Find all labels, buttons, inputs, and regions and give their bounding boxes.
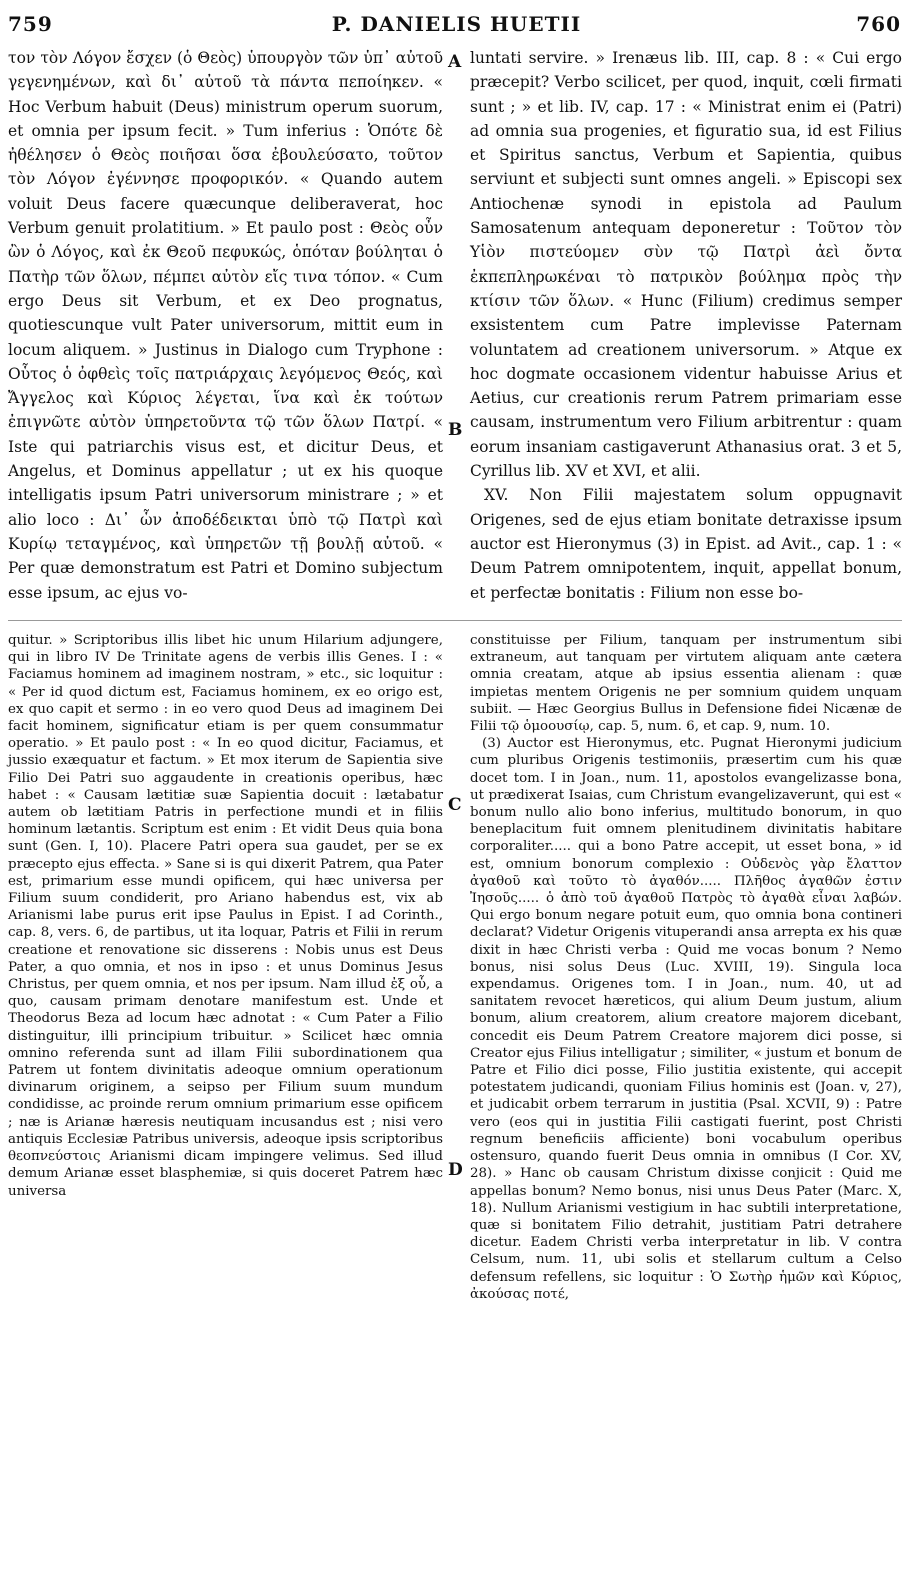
notes-right-paragraph-1: constituisse per Filium, tanquam per instrumentum sibi extraneum, aut tanquam per virtutem aliquam ante cætera omnia creatam, atque ab ipsius essentia alienam : quæ impietas mentem Origenis ne per somnium quidem unquam subiit. — Hæc Georgius Bullus in Defensione fidei Nicænæ de Filii τῷ ὁμοουσίῳ, cap. 5, num. 6, et cap. 9, num. 10.: [470, 633, 902, 735]
page-header: [0, 12, 913, 42]
main-text-right-paragraph-2: XV. Non Filii majestatem solum oppugnavit Origenes, sed de ejus etiam bonitate detraxisse ipsum auctor est Hieronymus (3) in Epist. ad Avit., cap. 1 : « Deum Patrem omnipotentem, inquit, appellat bonum, et perfectæ bonitatis : Filium non esse bo-: [470, 486, 902, 602]
running-title: P. DANIELIS HUETII: [331, 12, 582, 36]
margin-mark-a: A: [448, 52, 462, 72]
page-number-right: 760: [856, 12, 901, 36]
notes-right-paragraph-2: (3) Auctor est Hieronymus, etc. Pugnat Hieronymi judicium cum pluribus Origenis testimoniis, præsertim cum his quæ docet tom. I in Joan., num. 11, apostolos evangelizasse bona, ut prædixerat Isaias, cum Christum evangelizaverunt, qui est « bonum nullo alio bono inferius, multitudo bonorum, in quo beneplacitum fuit omnem plenitudinem divinitatis habitare corporaliter..... qui a bono Patre accepit, ut esset bona, » id est, omnium bonorum complexio : Οὐδενὸς γὰρ ἔλαττον ἀγαθοῦ καὶ τοῦτο τὸ ἀγαθόν..... Πλῆθος ἀγαθῶν ἐστιν Ἰησοῦς..... ὁ ἀπὸ τοῦ ἀγαθοῦ Πατρὸς τὸ ἀγαθὰ εἶναι λαβών. Qui ergo bonum negare potuit eum, quo omnia bona contineri declarat? Videtur Origenis vituperandi ansa arrepta ex his quæ dixit in hæc Christi verba : Quid me vocas bonum ? Nemo bonus, nisi solus Deus (Luc. XVIII, 19). Singula loca expendamus. Origenes tom. I in Joan., num. 40, ut ad sanitatem revocet hæreticos, qui alium Deum justum, alium bonum, alium creatorem, alium creatore majorem dicebant, concedit eis Deum Patrem Creatore majorem dici posse, si Creator ejus Filius intelligatur ; similiter, « justum et bonum de Patre et Filio dici posse, Filio justitia existente, qui accepit potestatem judicandi, quoniam Filius hominis est (Joan. v, 27), et judicabit orbem terrarum in justitia (Psal. XCVII, 9) : Patre vero (eos qui in justitia Filii castigati fuerint, post Christi regnum beneficiis afficiente) boni vocabulum operibus ostensuro, quando fuerit Deus omnia in omnibus (I Cor. XV, 28). » Hanc ob causam Christum dixisse conjicit : Quid me appellas bonum? Nemo bonus, nisi unus Deus Pater (Marc. X, 18). Nullum Arianismi vestigium in hac subtili interpretatione, quæ si bonitatem Filio detrahit, justitiam Patri detrahere dicetur. Eadem Christi verba interpretatur in lib. V contra Celsum, num. 11, ubi solis et stellarum cultum a Celso defensum refellens, sic loquitur : Ὁ Σωτὴρ ἡμῶν καὶ Κύριος, ἀκούσας ποτέ,: [470, 736, 902, 1302]
main-text-left-column: [8, 46, 443, 616]
main-text-right-column: [470, 46, 902, 616]
page-number-left: 759: [8, 12, 53, 36]
main-text-left-paragraph: τον τὸν Λόγον ἔσχεν (ὁ Θεὸς) ὑπουργὸν τῶν ὑπ᾽ αὐτοῦ γεγενημένων, καὶ δι᾽ αὐτοῦ τὰ πάντα πεποίηκεν. « Hoc Verbum habuit (Deus) ministrum operum suorum, et omnia per ipsum fecit. » Tum inferius : Ὁπότε δὲ ἠθέλησεν ὁ Θεὸς ποιῆσαι ὅσα ἐβουλεύσατο, τοῦτον τὸν Λόγον ἐγέννησε προφορικόν. « Quando autem voluit Deus facere quæcunque deliberaverat, hoc Verbum genuit prolatitium. » Et paulo post : Θεὸς οὖν ὢν ὁ Λόγος, καὶ ἐκ Θεοῦ πεφυκώς, ὁπόταν βούληται ὁ Πατὴρ τῶν ὅλων, πέμπει αὐτὸν εἴς τινα τόπον. « Cum ergo Deus sit Verbum, et ex Deo prognatus, quotiescunque vult Pater universorum, mittit eum in locum aliquem. » Justinus in Dialogo cum Tryphone : Οὗτος ὁ ὀφθεὶς τοῖς πατριάρχαις λεγόμενος Θεός, καὶ Ἄγγελος καὶ Κύριος λέγεται, ἵνα καὶ ἐκ τούτων ἐπιγνῶτε αὐτὸν ὑπηρετοῦντα τῷ τῶν ὅλων Πατρί. « Iste qui patriarchis visus est, et dicitur Deus, et Angelus, et Dominus appellatur ; ut ex his quoque intelligatis ipsum Patri universorum ministrare ; » et alio loco : Δι᾽ ὧν ἀποδέδεικται ὑπὸ τῷ Πατρὶ καὶ Κυρίῳ τεταγμένος, καὶ ὑπηρετῶν τῇ βουλῇ αὐτοῦ. « Per quæ demonstratum est Patri et Domino subjectum esse ipsum, ac ejus vo-: [8, 49, 443, 602]
notes-left-paragraph: quitur. » Scriptoribus illis libet hic unum Hilarium adjungere, qui in libro IV De Trinitate agens de verbis illis Genes. I : « Faciamus hominem ad imaginem nostram, » etc., sic loquitur : « Per id quod dictum est, Faciamus hominem, ex eo origo est, ex quo capit et sermo : in eo vero quod Deus ad imaginem Dei facit hominem, significatur etiam is per quem consummatur operatio. » Et paulo post : « In eo quod dicitur, Faciamus, et jussio exæquatur et factum. » Et mox iterum de Sapientia sive Filio Dei Patri suo aggaudente in creationis operibus, hæc habet : « Causam lætitiæ suæ Sapientia docuit : lætabatur autem ob lætitiam Patris in perfectione mundi et in filiis hominum lætantis. Scriptum est enim : Et vidit Deus quia bona sunt (Gen. I, 10). Placere Patri opera sua gaudet, per se ex præcepto ejus effecta. » Sane si is qui dixerit Patrem, qua Pater est, primarium esse mundi opificem, qui hæc universa per Filium suum condiderit, pro Ariano habendus est, vix ab Arianismi labe purus erit ipse Paulus in Epist. I ad Corinth., cap. 8, vers. 6, de partibus, ut ita loquar, Patris et Filii in rerum creatione et renovatione sic disserens : Nobis unus est Deus Pater, a quo omnia, et nos in ipso : et unus Dominus Jesus Christus, per quem omnia, et nos per ipsum. Nam illud ἐξ οὗ, a quo, causam primam denotare manifestum est. Unde et Theodorus Beza ad locum hæc adnotat : « Cum Pater a Filio distinguitur, illi principium tribuitur. » Scilicet hæc omnia omnino referenda sunt ad illam Filii subordinationem qua Patrem ut fontem divinitatis adeoque omnium operationum divinarum originem, a seipso per Filium suum mundum condidisse, ac proinde rerum omnium primarium esse opificem ; næ is Arianæ hæresis neutiquam incusandus est ; nisi vero antiquis Ecclesiæ Patribus universis, adeoque ipsis scriptoribus θεοπνεύστοις Arianismi dicam impingere velimus. Sed illud demum Arianæ esset blasphemiæ, si quis doceret Patrem hæc universa: [8, 633, 443, 1199]
notes-left-column: [8, 632, 443, 1562]
margin-mark-d: D: [448, 1160, 463, 1180]
notes-right-column: [470, 632, 902, 1562]
margin-mark-c: C: [448, 795, 462, 815]
section-divider: [8, 620, 902, 621]
margin-mark-b: B: [448, 420, 463, 440]
main-text-right-paragraph-1: luntati servire. » Irenæus lib. III, cap. 8 : « Cui ergo præcepit? Verbo scilicet, per quod, inquit, cœli firmati sunt ; » et lib. IV, cap. 17 : « Ministrat enim ei (Patri) ad omnia sua progenies, et figuratio sua, id est Filius et Spiritus sanctus, Verbum et Sapientia, quibus serviunt et subjecti sunt omnes angeli. » Episcopi sex Antiochenæ synodi in epistola ad Paulum Samosatenum antequam deponeretur : Τοῦτον τὸν Υἱὸν πιστεύομεν σὺν τῷ Πατρὶ ἀεὶ ὄντα ἐκπεπληρωκέναι τὸ πατρικὸν βούλημα πρὸς τὴν κτίσιν τῶν ὅλων. « Hunc (Filium) credimus semper exsistentem cum Patre implevisse Paternam voluntatem ad creationem universorum. » Atque ex hoc dogmate occasionem videntur habuisse Arius et Aetius, cur creationis rerum Patrem primariam esse causam, instrumentum vero Filium arbitrentur : quam eorum insaniam castigaverunt Athanasius orat. 3 et 5, Cyrillus lib. XV et XVI, et alii.: [470, 49, 902, 481]
